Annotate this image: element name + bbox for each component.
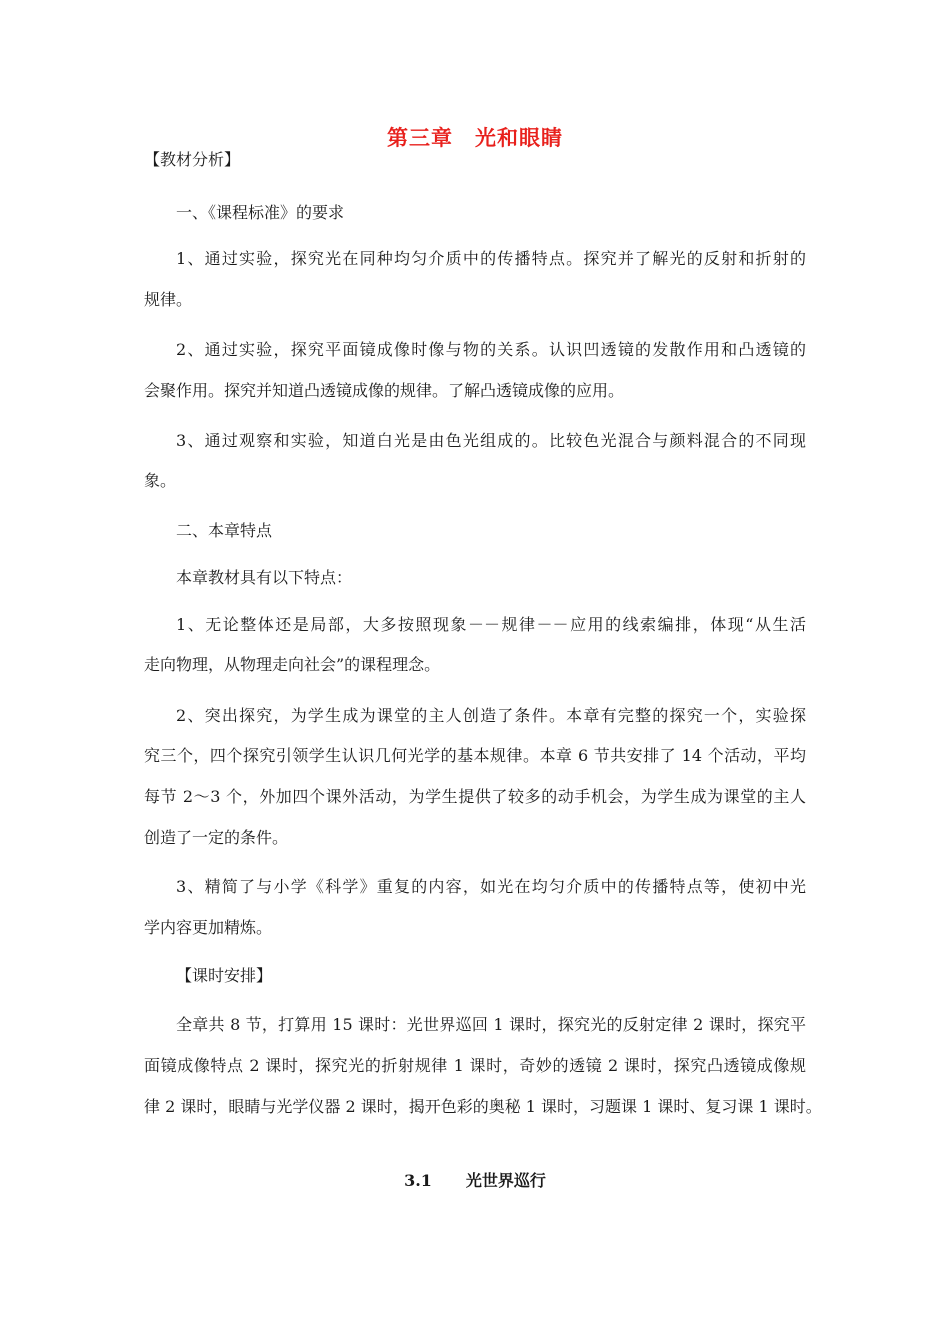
schedule-line-1: 全章共 8 节，打算用 15 课时：光世界巡回 1 课时，探究光的反射定律 2 课时，探究平 — [176, 1015, 806, 1034]
schedule-heading: 【课时安排】 — [176, 966, 273, 985]
section-title: 光世界巡行 — [465, 1171, 546, 1190]
feature-3-line-1: 3、精简了与小学《科学》重复的内容，如光在均匀介质中的传播特点等，使初中光 — [176, 877, 806, 896]
section-heading — [0, 1168, 950, 1191]
requirement-2-line-1: 2、通过实验，探究平面镜成像时像与物的关系。认识凹透镜的发散作用和凸透镜的 — [176, 340, 806, 359]
feature-1-line-2: 走向物理，从物理走向社会”的课程理念。 — [144, 655, 441, 674]
section-number: 3.1 — [404, 1171, 432, 1190]
features-heading: 二、本章特点 — [176, 521, 273, 540]
requirement-3-line-1: 3、通过观察和实验，知道白光是由色光组成的。比较色光混合与颜料混合的不同现 — [176, 431, 806, 450]
feature-3-line-2: 学内容更加精炼。 — [144, 918, 273, 937]
schedule-line-2: 面镜成像特点 2 课时，探究光的折射规律 1 课时，奇妙的透镜 2 课时，探究凸透镜成像规 — [144, 1056, 806, 1075]
feature-2-line-2: 究三个，四个探究引领学生认识几何光学的基本规律。本章 6 节共安排了 14 个活动，平均 — [144, 746, 806, 765]
schedule-line-3: 律 2 课时，眼睛与光学仪器 2 课时，揭开色彩的奥秘 1 课时，习题课 1 课时、复习课 1 课时。 — [144, 1097, 822, 1116]
requirement-1-line-2: 规律。 — [144, 290, 193, 309]
chapter-title: 第三章 光和眼睛 — [387, 126, 563, 150]
features-intro: 本章教材具有以下特点： — [176, 568, 353, 587]
feature-2-line-1: 2、突出探究，为学生成为课堂的主人创造了条件。本章有完整的探究一个，实验探 — [176, 706, 806, 725]
feature-2-line-3: 每节 2～3 个，外加四个课外活动，为学生提供了较多的动手机会，为学生成为课堂的主人 — [144, 787, 806, 806]
feature-2-line-4: 创造了一定的条件。 — [144, 828, 289, 847]
requirement-3-line-2: 象。 — [144, 471, 177, 490]
feature-1-line-1: 1、无论整体还是局部，大多按照现象－－规律－－应用的线索编排，体现“从生活 — [176, 615, 806, 634]
requirements-heading: 一、《课程标准》的要求 — [176, 203, 345, 222]
analysis-heading: 【教材分析】 — [144, 150, 241, 169]
requirement-1-line-1: 1、通过实验，探究光在同种均匀介质中的传播特点。探究并了解光的反射和折射的 — [176, 249, 806, 268]
requirement-2-line-2: 会聚作用。探究并知道凸透镜成像的规律。了解凸透镜成像的应用。 — [144, 381, 625, 400]
